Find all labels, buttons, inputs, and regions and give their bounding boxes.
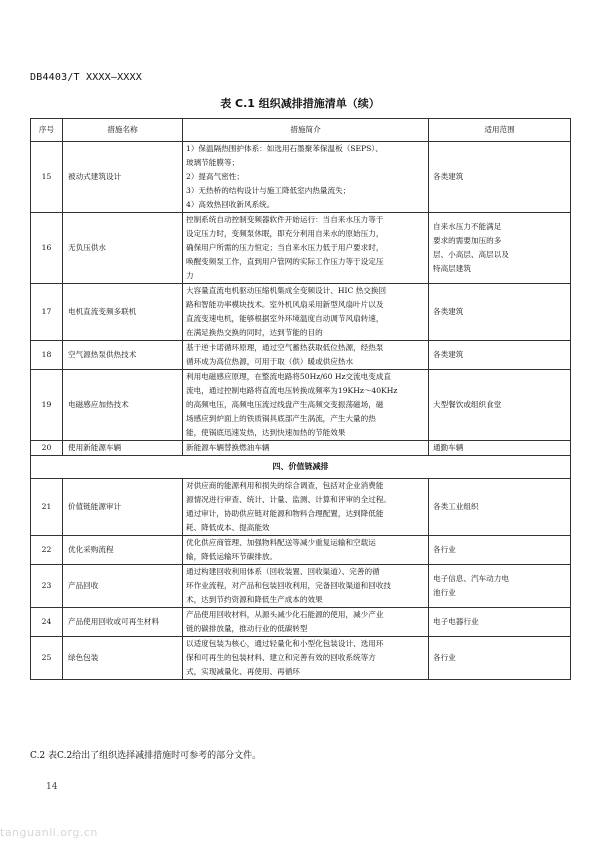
table-row <box>31 536 571 565</box>
scope-line: 电子电器行业 <box>433 617 479 626</box>
header-scope: 适用范围 <box>429 119 571 142</box>
summary-line: 唤醒变频泵工作，直到用户管网的实际工作压力等于设定压 <box>186 257 384 266</box>
summary-line: 通过审计，协助供应链对能源和物料合理配置，达到降低能 <box>186 509 384 518</box>
measure-name: 使用新能源车辆 <box>63 441 183 456</box>
applicable-scope <box>429 536 571 565</box>
table-row <box>31 608 571 637</box>
scope-line: 各行业 <box>433 653 456 662</box>
table-row <box>31 341 571 370</box>
measure-summary <box>183 479 429 536</box>
scope-line: 自来水压力不能满足 <box>433 222 502 231</box>
summary-line: 基于逆卡诺循环原理，通过空气蓄热获取低位热源，经热泵 <box>186 343 384 352</box>
table-row <box>31 441 571 456</box>
scope-line: 层、小高层、高层以及 <box>433 250 509 259</box>
scope-line: 各类工业组织 <box>433 502 479 511</box>
header-number: 序号 <box>31 119 63 142</box>
summary-line: 场感应到炉面上的铁质锅具底部产生涡流，产生大量的热 <box>186 414 376 423</box>
row-number: 25 <box>31 637 63 680</box>
measure-summary <box>183 536 429 565</box>
measure-summary <box>183 341 429 370</box>
row-number: 19 <box>31 370 63 441</box>
summary-line: 的高频电压，高频电压流过线盘产生高频交变振荡磁场，磁 <box>186 400 384 409</box>
table-title: 表 C.1 组织减排措施清单（续） <box>220 97 380 110</box>
measure-summary <box>183 608 429 637</box>
applicable-scope <box>429 637 571 680</box>
table-body-section-3 <box>31 142 571 456</box>
measure-summary <box>183 370 429 441</box>
scope-line: 池行业 <box>433 588 456 597</box>
measure-name: 优化采购流程 <box>63 536 183 565</box>
summary-line: 流电，通过控制电路将直流电压转换成频率为19KHz～40KHz <box>186 386 398 395</box>
measure-summary <box>183 284 429 341</box>
applicable-scope <box>429 284 571 341</box>
table-note: C.2 表C.2给出了组织选择减排措施时可参考的部分文件。 <box>30 751 262 761</box>
scope-line: 各类建筑 <box>433 350 464 359</box>
summary-line: 对供应商的能源利用和损失的综合调查，包括对企业消费能 <box>186 481 384 490</box>
summary-line: 路和智能功率模块技术。室外机风扇采用新型风扇叶片以及 <box>186 300 384 309</box>
applicable-scope <box>429 341 571 370</box>
summary-line: 链的碳排放量，推动行业的低碳转型 <box>186 624 308 633</box>
table-row <box>31 142 571 213</box>
summary-line: 在满足换热交换的同时，达到节能的目的 <box>186 328 323 337</box>
watermark: tanguanli.org.cn <box>0 826 98 839</box>
page-number: 14 <box>46 782 58 792</box>
table-row <box>31 479 571 536</box>
measure-name: 无负压供水 <box>63 213 183 284</box>
table-header-row <box>31 119 571 142</box>
scope-line: 大型餐饮或组织食堂 <box>433 400 502 409</box>
scope-line: 通勤车辆 <box>433 443 464 452</box>
summary-line: 力 <box>186 271 194 280</box>
row-number: 21 <box>31 479 63 536</box>
applicable-scope <box>429 565 571 608</box>
summary-line: 确保用户所需的压力恒定；当自来水压力低于用户要求时， <box>186 243 384 252</box>
summary-line: 3）无热桥的结构设计与施工降低室内热量流失； <box>186 186 351 195</box>
summary-line: 利用电磁感应原理，在整流电路将50Hz/60 Hz交流电变成直 <box>186 372 392 381</box>
measure-summary <box>183 637 429 680</box>
summary-line: 4）高效热回收新风系统。 <box>186 200 275 209</box>
row-number: 15 <box>31 142 63 213</box>
row-number: 23 <box>31 565 63 608</box>
measure-name: 产品使用回收或可再生材料 <box>63 608 183 637</box>
table-body-section-4 <box>31 479 571 680</box>
row-number: 20 <box>31 441 63 456</box>
summary-line: 式，实现减量化、再使用、再循环 <box>186 667 300 676</box>
row-number: 18 <box>31 341 63 370</box>
measure-name: 价值链能源审计 <box>63 479 183 536</box>
summary-line: 通过构建回收利用体系（回收装置、回收渠道）、完善的循 <box>186 567 380 576</box>
summary-line: 环作业流程，对产品和包装回收利用，完备回收渠道和回收技 <box>186 581 392 590</box>
summary-line: 能，使锅底迅速发热，达到快速加热的节能效果 <box>186 428 346 437</box>
summary-line: 术，达到节约资源和降低生产成本的效果 <box>186 595 323 604</box>
row-number: 22 <box>31 536 63 565</box>
scope-line: 要求的需要加压的多 <box>433 236 502 245</box>
table-row <box>31 370 571 441</box>
measure-name: 产品回收 <box>63 565 183 608</box>
row-number: 17 <box>31 284 63 341</box>
summary-line: 以适度包装为核心，通过轻量化和小型化包装设计、选用环 <box>186 639 384 648</box>
document-code: DB4403/T XXXX—XXXX <box>30 72 142 83</box>
applicable-scope <box>429 213 571 284</box>
summary-line: 产品使用回收材料，从源头减少化石能源的使用，减少产业 <box>186 610 384 619</box>
summary-line: 耗、降低成本、提高能效 <box>186 523 270 532</box>
summary-line: 大容量直流电机驱动压缩机集成全变频设计、HIC 热交换回 <box>186 286 387 295</box>
scope-line: 各类建筑 <box>433 307 464 316</box>
scope-line: 电子信息、汽车动力电 <box>433 574 509 583</box>
header-measure-summary: 措施简介 <box>183 119 429 142</box>
measure-name: 空气源热泵供热技术 <box>63 341 183 370</box>
summary-line: 控制系统自动控制变频器软件开始运行：当自来水压力等于 <box>186 215 384 224</box>
table-row <box>31 565 571 608</box>
applicable-scope <box>429 142 571 213</box>
summary-line: 设定压力时，变频泵休眠，即充分利用自来水的原始压力， <box>186 229 384 238</box>
summary-line: 直流变速电机，能够根据室外环境温度自动调节风扇转速， <box>186 314 384 323</box>
measure-summary <box>183 213 429 284</box>
summary-line: 循环成为高位热源，可用于取（供）暖或供应热水 <box>186 357 354 366</box>
table-row <box>31 213 571 284</box>
row-number: 24 <box>31 608 63 637</box>
summary-line: 保和可再生的包装材料、建立和完善有效的回收系统等方 <box>186 653 376 662</box>
summary-line: 1）保温隔热围护体系：如选用石墨聚苯保温板（SEPS）、 <box>186 144 383 153</box>
measure-name: 绿色包装 <box>63 637 183 680</box>
row-number: 16 <box>31 213 63 284</box>
table-row <box>31 637 571 680</box>
scope-line: 各行业 <box>433 545 456 554</box>
header-measure-name: 措施名称 <box>63 119 183 142</box>
measure-name: 被动式建筑设计 <box>63 142 183 213</box>
summary-line: 2）提高气密性； <box>186 172 244 181</box>
summary-line: 源情况进行审查、统计、计量、监测、计算和评审的全过程。 <box>186 495 392 504</box>
section-title: 四、价值链减排 <box>31 456 571 479</box>
table-row <box>31 284 571 341</box>
measures-table <box>30 118 571 680</box>
summary-line: 输，降低运输环节碳排放。 <box>186 552 278 561</box>
summary-line: 优化供应商管理、加强物料配送等减少重复运输和空载运 <box>186 538 376 547</box>
applicable-scope <box>429 441 571 456</box>
summary-line: 新能源车辆替换燃油车辆 <box>186 443 270 452</box>
scope-line: 特高层建筑 <box>433 264 471 273</box>
measure-summary <box>183 142 429 213</box>
measure-summary <box>183 565 429 608</box>
applicable-scope <box>429 608 571 637</box>
measure-summary <box>183 441 429 456</box>
applicable-scope <box>429 370 571 441</box>
measure-name: 电机直流变频多联机 <box>63 284 183 341</box>
measure-name: 电磁感应加热技术 <box>63 370 183 441</box>
section-row <box>31 456 571 479</box>
scope-line: 各类建筑 <box>433 172 464 181</box>
applicable-scope <box>429 479 571 536</box>
summary-line: 玻璃节能膜等； <box>186 158 240 167</box>
